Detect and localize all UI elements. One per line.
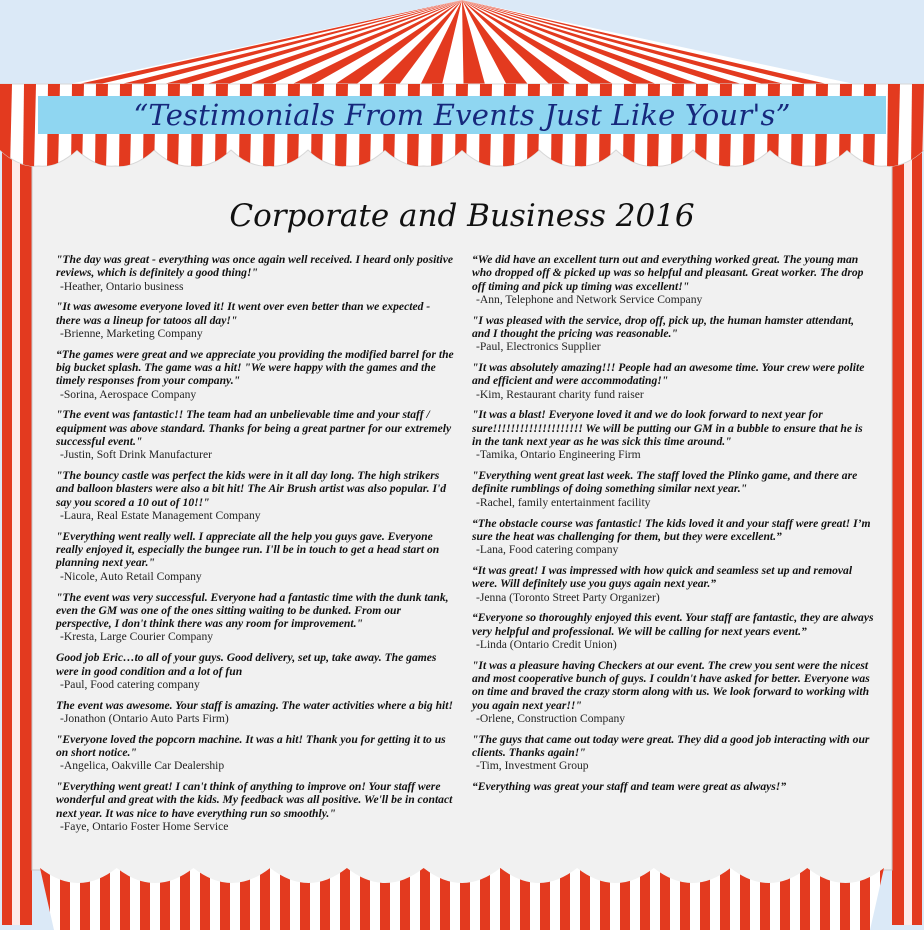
testimonial-author: -Lana, Food catering company	[476, 543, 619, 557]
testimonial-left-2	[56, 300, 454, 340]
testimonial-left-10	[56, 733, 454, 773]
testimonial-quote: "Everything went really well. I appreciate all the help you guys gave. Everyone really enjoyed it, especially the bungee run. I'll be in touch to get a head start on planning next year."	[56, 529, 440, 570]
testimonial-author: -Orlene, Construction Company	[476, 711, 626, 725]
testimonial-quote: "The guys that came out today were great. They did a good job interacting with our clients. Thanks again!"	[472, 732, 870, 759]
testimonial-author: -Sorina, Aerospace Company	[60, 387, 197, 401]
testimonial-quote: "I was pleased with the service, drop off, pick up, the human hamster attendant, and I thought the pricing was reasonable."	[472, 313, 855, 340]
testimonial-left-6	[56, 530, 454, 583]
testimonial-right-1	[472, 253, 874, 306]
testimonial-quote: "Everything went great! I can't think of anything to improve on! Your staff were wonderful and great with the kids. My feedback was all positive. We'll be in contact next year. It was nice to have everything run so smoothly."	[56, 780, 453, 820]
testimonial-quote: "It was awesome everyone loved it! It went over even better than we expected - there was a lineup for tatoos all day!"	[56, 300, 431, 327]
testimonial-quote: "The event was very successful. Everyone had a fantastic time with the dunk tank, even the GM was one of the ones sitting waiting to be dunked. From our perspective, I don't think there was any room for improvement."	[56, 590, 449, 631]
testimonial-quote: The event was awesome. Your staff is amazing. The water activities where a big hit!	[56, 698, 453, 712]
testimonial-quote: "It was a pleasure having Checkers at our event. The crew you sent were the nicest and most cooperative bunch of guys. I couldn't have asked for better. Everyone was on time and braved the crazy storm along with us. We look forward to working with you again next year!!"	[472, 658, 870, 712]
testimonial-right-8	[472, 611, 874, 651]
testimonial-quote: "The event was fantastic!! The team had an unbelievable time and your staff / equipment was above standard. Thanks for being a great partner for our extremely successful event."	[56, 408, 452, 449]
testimonial-author: -Tim, Investment Group	[476, 759, 589, 773]
testimonial-left-1	[56, 253, 454, 293]
testimonial-author: -Linda (Ontario Credit Union)	[476, 637, 617, 651]
testimonial-left-11	[56, 780, 454, 833]
testimonial-quote: "It was absolutely amazing!!! People had an awesome time. Your crew were polite and efficient and were accommodating!"	[472, 361, 865, 388]
testimonial-quote: "The day was great - everything was once again well received. I heard only positive reviews, which is definitely a good thing!"	[56, 253, 454, 280]
testimonial-right-4	[472, 408, 874, 461]
testimonial-author: -Nicole, Auto Retail Company	[60, 569, 202, 583]
testimonial-quote: “The games were great and we appreciate you providing the modified barrel for the big bucket splash. The game was a hit! "We were happy with the games and the timely responses from your company."	[56, 347, 454, 388]
testimonial-quote: "Everything went great last week. The staff loved the Plinko game, and there are definite rumblings of doing something similar next year."	[472, 469, 858, 496]
testimonial-author: -Heather, Ontario business	[60, 279, 184, 293]
testimonial-quote: Good job Eric…to all of your guys. Good delivery, set up, take away. The games were in good condition and a lot of fun	[56, 651, 437, 678]
testimonial-left-3	[56, 348, 454, 401]
testimonials-banner	[38, 96, 886, 134]
tent-bottom-fringe	[40, 860, 910, 930]
testimonial-author: -Rachel, family entertainment facility	[476, 495, 651, 509]
testimonial-right-7	[472, 564, 874, 604]
testimonial-quote: “We did have an excellent turn out and everything worked great. The young man who dropped off & picked up was so helpful and pleasant. Great worker. The drop off timing and pick up timing was excellent!"	[472, 253, 864, 293]
testimonial-left-8	[56, 651, 454, 691]
testimonial-author: -Kresta, Large Courier Company	[60, 630, 214, 644]
testimonial-author: -Faye, Ontario Foster Home Service	[60, 819, 229, 833]
testimonials-right-column	[472, 253, 874, 801]
testimonial-quote: “The obstacle course was fantastic! The kids loved it and your staff were great! I’m sure the heat was challenging for them, but they were excellent.”	[472, 516, 871, 543]
testimonial-right-9	[472, 659, 874, 725]
testimonial-author: -Kim, Restaurant charity fund raiser	[476, 387, 644, 401]
testimonial-quote: “Everyone so thoroughly enjoyed this event. Your staff are fantastic, they are always very helpful and professional. We will be calling for next years event.”	[472, 611, 874, 638]
testimonial-author: -Jenna (Toronto Street Party Organizer)	[476, 590, 660, 604]
testimonial-author: -Laura, Real Estate Management Company	[60, 509, 261, 523]
testimonial-author: -Ann, Telephone and Network Service Company	[476, 292, 703, 306]
testimonial-author: -Tamika, Ontario Engineering Firm	[476, 448, 641, 462]
testimonial-right-11	[472, 780, 874, 793]
testimonial-author: -Paul, Food catering company	[60, 677, 200, 691]
testimonial-author: -Justin, Soft Drink Manufacturer	[60, 448, 212, 462]
testimonial-author: -Jonathon (Ontario Auto Parts Firm)	[60, 711, 229, 725]
testimonial-right-5	[472, 469, 874, 509]
testimonial-author: -Brienne, Marketing Company	[60, 326, 203, 340]
testimonial-right-2	[472, 314, 874, 354]
testimonial-left-5	[56, 469, 454, 522]
testimonial-right-6	[472, 517, 874, 557]
testimonial-author: -Angelica, Oakville Car Dealership	[60, 759, 225, 773]
testimonial-quote: "Everyone loved the popcorn machine. It was a hit! Thank you for getting it to us on short notice."	[56, 732, 446, 759]
testimonial-right-3	[472, 361, 874, 401]
testimonials-left-column	[56, 253, 454, 841]
section-title: Corporate and Business 2016	[229, 198, 695, 234]
testimonial-author: -Paul, Electronics Supplier	[476, 340, 601, 354]
banner-title: “Testimonials From Events Just Like Your's”	[133, 98, 791, 132]
testimonial-left-9	[56, 699, 454, 726]
testimonial-right-10	[472, 733, 874, 773]
testimonial-left-7	[56, 591, 454, 644]
testimonial-quote: "It was a blast! Everyone loved it and we do look forward to next year for sure!!!!!!!!!!!!!!!!!!!! We will be putting our GM in a bubble to ensure that he is in the tank next year as he was sick this time around."	[472, 408, 863, 449]
testimonial-left-4	[56, 408, 454, 461]
testimonial-quote: "The bouncy castle was perfect the kids were in it all day long. The high strikers and balloon blasters were also a bit hit! The Air Brush artist was also popular. I'd say you scored a 10 out of 10!!"	[56, 469, 446, 509]
testimonial-quote: “It was great! I was impressed with how quick and seamless set up and removal were. Will definitely use you guys again next year.”	[472, 563, 853, 591]
testimonial-quote: “Everything was great your staff and team were great as always!”	[472, 780, 787, 794]
